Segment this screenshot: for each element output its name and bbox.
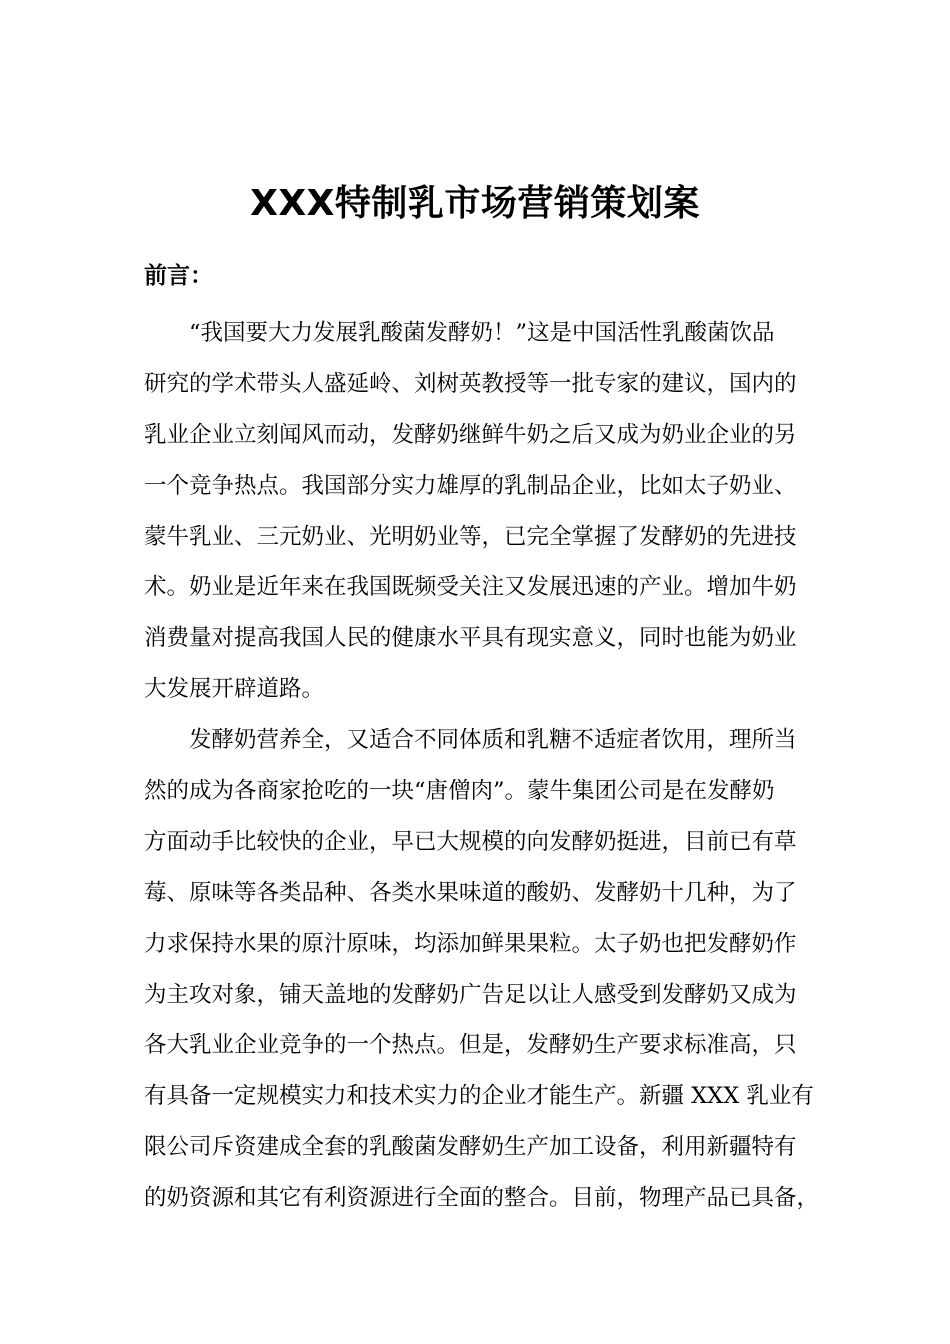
paragraph-2-line-6: 为主攻对象，铺天盖地的发酵奶广告足以让人感受到发酵奶又成为	[144, 981, 797, 1008]
paragraph-1-line-8: 大发展开辟道路。	[144, 676, 325, 703]
paragraph-1-line-3: 乳业企业立刻闻风而动，发酵奶继鲜牛奶之后又成为奶业企业的另	[144, 421, 797, 448]
paragraph-1-line-4: 一个竞争热点。我国部分实力雄厚的乳制品企业，比如太子奶业、	[144, 472, 797, 499]
paragraph-1-line-2: 研究的学术带头人盛延岭、刘树英教授等一批专家的建议，国内的	[144, 370, 797, 397]
paragraph-1-line-6: 术。奶业是近年来在我国既频受关注又发展迅速的产业。增加牛奶	[144, 574, 797, 601]
paragraph-2-line-3: 方面动手比较快的企业，早已大规模的向发酵奶挺进，目前已有草	[144, 828, 797, 855]
paragraph-2-line-8: 有具备一定规模实力和技术实力的企业才能生产。新疆 XXX 乳业有	[144, 1083, 814, 1110]
paragraph-2-line-4: 莓、原味等各类品种、各类水果味道的酸奶、发酵奶十几种，为了	[144, 879, 797, 906]
paragraph-2-line-5: 力求保持水果的原汁原味，均添加鲜果果粒。太子奶也把发酵奶作	[144, 930, 797, 957]
section-heading-preface: 前言：	[144, 263, 213, 289]
paragraph-1-line-7: 消费量对提高我国人民的健康水平具有现实意义，同时也能为奶业	[144, 625, 797, 652]
paragraph-1-line-5: 蒙牛乳业、三元奶业、光明奶业等，已完全掌握了发酵奶的先进技	[144, 523, 797, 550]
body-text	[144, 308, 820, 1224]
document-title: XXX特制乳市场营销策划案	[250, 183, 700, 224]
paragraph-2-line-2: 然的成为各商家抢吃的一块“唐僧肉”。蒙牛集团公司是在发酵奶	[144, 778, 775, 805]
paragraph-2-line-1: 发酵奶营养全，又适合不同体质和乳糖不适症者饮用，理所当	[189, 727, 797, 754]
paragraph-2-line-7: 各大乳业企业竞争的一个热点。但是，发酵奶生产要求标准高，只	[144, 1032, 797, 1059]
paragraph-2-line-10: 的奶资源和其它有利资源进行全面的整合。目前，物理产品已具备，	[144, 1185, 820, 1212]
paragraph-1-line-1: “我国要大力发展乳酸菌发酵奶！”这是中国活性乳酸菌饮品	[189, 320, 775, 346]
paragraph-2-line-9: 限公司斥资建成全套的乳酸菌发酵奶生产加工设备，利用新疆特有	[144, 1134, 797, 1161]
